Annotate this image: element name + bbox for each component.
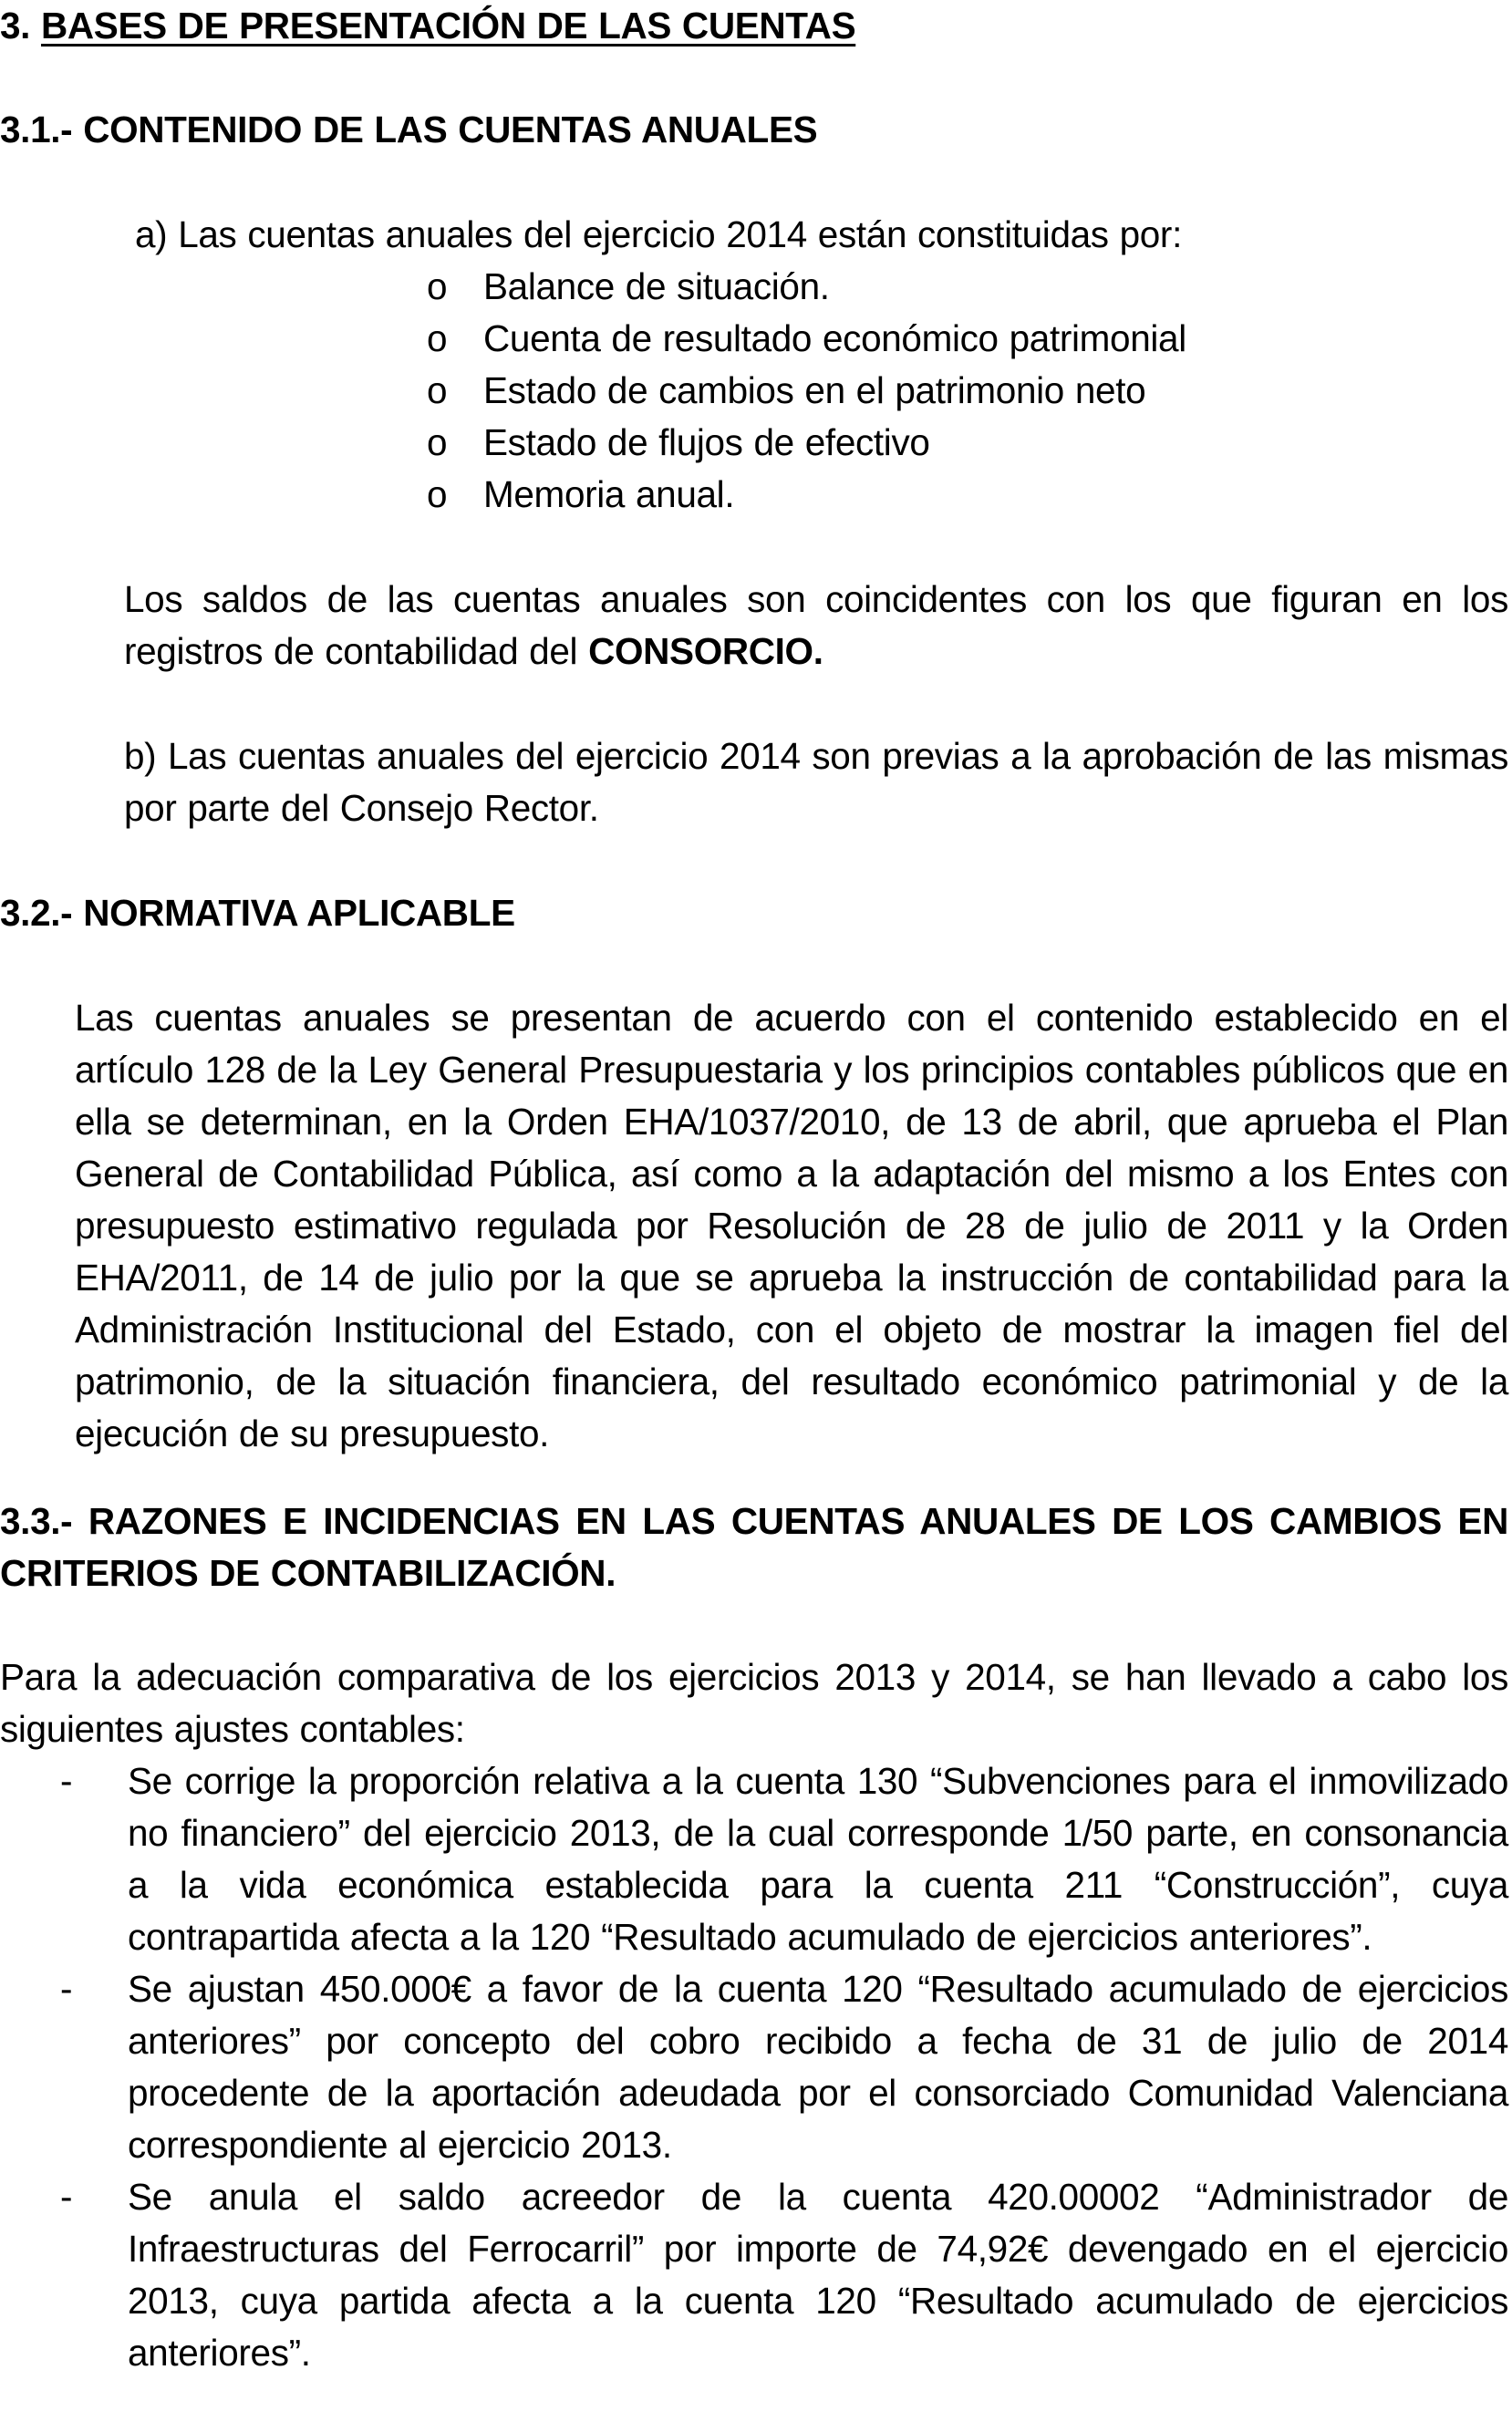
list-item-text: Cuenta de resultado económico patrimonial xyxy=(483,317,1186,359)
accounts-list xyxy=(427,261,1430,521)
section-heading-3 xyxy=(0,0,1512,52)
accounts-intro: a) Las cuentas anuales del ejercicio 2014 están constituidas por: xyxy=(135,213,1182,255)
list-item-text: Se corrige la proporción relativa a la cuenta 130 “Subvenciones para el inmovilizado no financiero” del ejercicio 2013, de la cual corresponde 1/50 parte, en consonancia a la vida económica establecida para la cuenta 211 “Construcción”, cuya contrapartida afecta a la 120 “Resultado acumulado de ejercicios anteriores”. xyxy=(128,1760,1508,1958)
section-number: 3. xyxy=(0,5,31,47)
list-item xyxy=(427,417,1430,469)
dash-marker: - xyxy=(60,1968,73,2010)
bullet-marker: o xyxy=(427,473,448,515)
list-item xyxy=(427,365,1430,417)
list-item xyxy=(0,2171,1508,2379)
list-item xyxy=(427,469,1430,521)
dash-marker: - xyxy=(60,2176,73,2218)
bullet-marker: o xyxy=(427,317,448,359)
bullet-marker: o xyxy=(427,421,448,463)
list-item-text: Estado de flujos de efectivo xyxy=(483,421,930,463)
regulations-paragraph: Las cuentas anuales se presentan de acuerdo con el contenido establecido en el artículo 128 de la Ley General Presupuestaria y los principios contables públicos que en ella se determinan, en la Orden EHA/1037/2010, de 13 de abril, que aprueba el Plan General de Contabilidad Pública, así como a la adaptación del mismo a los Entes con presupuesto estimativo regulada por Resolución de 28 de julio de 2011 y la Orden EHA/2011, de 14 de julio por la que se aprueba la instrucción de contabilidad para la Administración Institucional del Estado, con el objeto de mostrar la imagen fiel del patrimonio, de la situación financiera, del resultado económico patrimonial y de la ejecución de su presupuesto. xyxy=(75,997,1508,1454)
bullet-marker: o xyxy=(427,265,448,307)
balances-text: Los saldos de las cuentas anuales son coincidentes con los que figuran en los registros de contabilidad del xyxy=(124,578,1508,672)
balances-paragraph xyxy=(124,574,1508,678)
dash-marker: - xyxy=(60,1760,73,1802)
bullet-marker: o xyxy=(427,369,448,411)
list-item xyxy=(427,313,1430,365)
list-item-text: Balance de situación. xyxy=(483,265,830,307)
adjustments-intro: Para la adecuación comparativa de los ejercicios 2013 y 2014, se han llevado a cabo los siguientes ajustes contables: xyxy=(0,1656,1508,1750)
list-item xyxy=(0,1963,1508,2171)
adjustments-list xyxy=(0,1755,1508,2379)
subsection-title-3-2: 3.2.- NORMATIVA APLICABLE xyxy=(0,892,515,934)
list-item-text: Se anula el saldo acreedor de la cuenta 420.00002 “Administrador de Infraestructuras del Ferrocarril” por importe de 74,92€ devengado en el ejercicio 2013, cuya partida afecta a la cuenta 120 “Resultado acumulado de ejercicios anteriores”. xyxy=(128,2176,1508,2374)
consorcio-label: CONSORCIO. xyxy=(588,630,823,672)
subsection-title-3-1: 3.1.- CONTENIDO DE LAS CUENTAS ANUALES xyxy=(0,109,818,150)
list-item xyxy=(0,1755,1508,1963)
subsection-title-3-3: 3.3.- RAZONES E INCIDENCIAS EN LAS CUENTAS ANUALES DE LOS CAMBIOS EN CRITERIOS DE CONTABILIZACIÓN. xyxy=(0,1500,1508,1594)
list-item xyxy=(427,261,1430,313)
list-item-text: Estado de cambios en el patrimonio neto xyxy=(483,369,1146,411)
list-item-text: Memoria anual. xyxy=(483,473,735,515)
approval-paragraph: b) Las cuentas anuales del ejercicio 2014 son previas a la aprobación de las mismas por parte del Consejo Rector. xyxy=(124,735,1508,829)
list-item-text: Se ajustan 450.000€ a favor de la cuenta 120 “Resultado acumulado de ejercicios anteriores” por concepto del cobro recibido a fecha de 31 de julio de 2014 procedente de la aportación adeudada por el consorciado Comunidad Valenciana correspondiente al ejercicio 2013. xyxy=(128,1968,1508,2166)
section-title: BASES DE PRESENTACIÓN DE LAS CUENTAS xyxy=(40,5,856,47)
